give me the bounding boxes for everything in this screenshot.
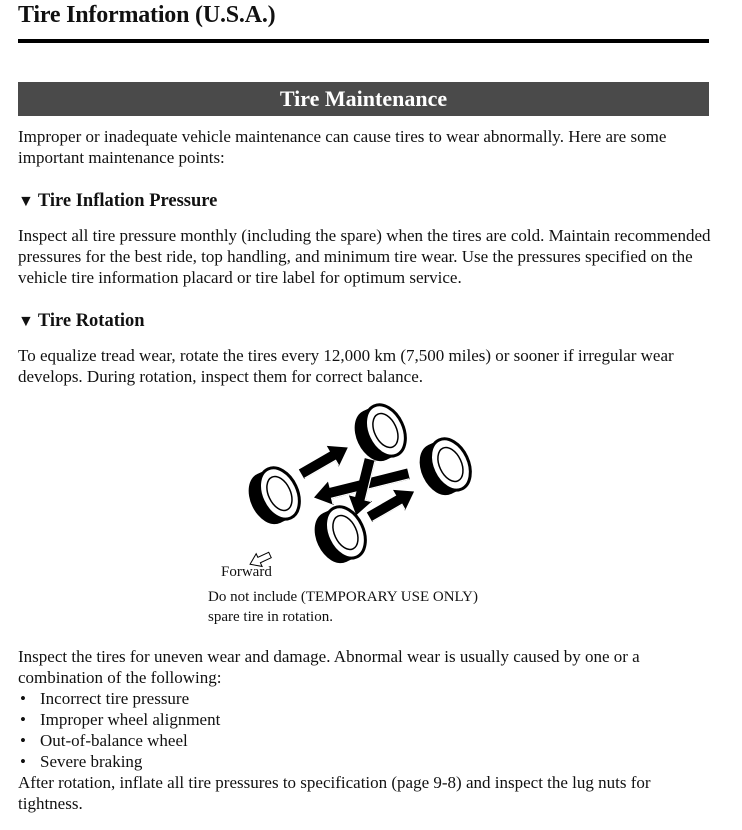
list-item-text: Severe braking — [40, 752, 143, 771]
bullet-icon: • — [20, 731, 26, 750]
tire-right-rear-icon — [307, 500, 373, 569]
caption-line-2: spare tire in rotation. — [208, 609, 333, 625]
list-item-text: Improper wheel alignment — [40, 710, 221, 729]
title-rule — [18, 39, 709, 43]
wear-causes-list — [18, 688, 220, 772]
list-item-text: Out-of-balance wheel — [40, 731, 188, 750]
list-item — [18, 751, 220, 772]
section-title-bar: Tire Maintenance — [18, 82, 709, 116]
inflation-paragraph: Inspect all tire pressure monthly (including the spare) when the tires are cold. Maintain recommended pressures for the best ride, top handling, and minimum tire wear. Use the pressures specified on the vehicle tire information placard or tire label for optimum service. — [18, 226, 711, 287]
diagram-caption — [208, 587, 528, 627]
bullet-icon: • — [20, 710, 26, 729]
list-item-text: Incorrect tire pressure — [40, 689, 190, 708]
bullet-icon: • — [20, 752, 26, 771]
rotation-heading — [18, 309, 145, 334]
bullet-icon: • — [20, 689, 26, 708]
triangle-marker-icon: ▼ — [18, 193, 34, 210]
rotation-heading-text: Tire Rotation — [37, 311, 145, 331]
after-rotation-paragraph: After rotation, inflate all tire pressures to specification (page 9-8) and inspect the lug nuts for tightness. — [18, 773, 651, 813]
list-item — [18, 688, 220, 709]
list-item — [18, 709, 220, 730]
triangle-marker-icon: ▼ — [18, 313, 34, 330]
tire-left-front-icon — [347, 400, 413, 468]
intro-paragraph: Improper or inadequate vehicle maintenance can cause tires to wear abnormally. Here are some important maintenance points: — [18, 127, 667, 167]
inflation-heading-text: Tire Inflation Pressure — [37, 191, 218, 211]
tire-right-front-icon — [412, 432, 478, 501]
wear-intro-paragraph: Inspect the tires for uneven wear and damage. Abnormal wear is usually caused by one or a combination of the following: — [18, 647, 640, 687]
forward-label: Forward — [221, 564, 272, 580]
arrow-bottom-to-right-icon — [365, 482, 419, 526]
caption-line-1: Do not include (TEMPORARY USE ONLY) — [208, 589, 479, 605]
arrow-left-to-top-icon — [297, 438, 353, 483]
list-item — [18, 730, 220, 751]
rotation-paragraph: To equalize tread wear, rotate the tires every 12,000 km (7,500 miles) or sooner if irregular wear develops. During rotation, inspect them for correct balance. — [18, 346, 674, 386]
tire-rotation-diagram-icon — [200, 400, 490, 585]
inflation-heading — [18, 189, 217, 214]
page-title: Tire Information (U.S.A.) — [18, 2, 276, 28]
tire-left-rear-icon — [241, 461, 307, 530]
